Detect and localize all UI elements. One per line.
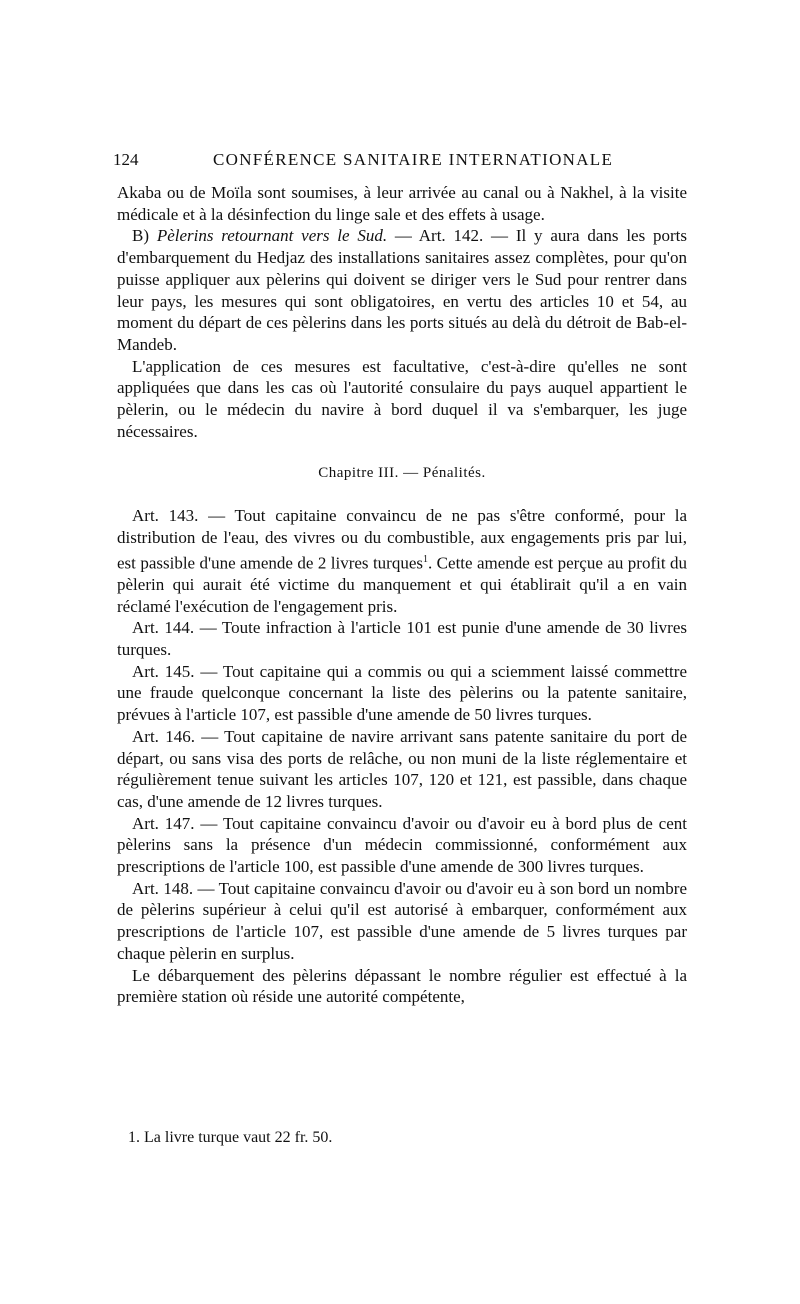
section-marker: B)	[132, 226, 157, 246]
paragraph-art-144: Art. 144. — Toute infraction à l'article 101 est punie d'une amende de 30 livres turques.	[117, 618, 687, 660]
paragraph-debarquement: Le débarquement des pèlerins dépassant le nombre régulier est effectué à la première station où réside une autorité compétente,	[117, 965, 687, 1007]
footnote-marker: 1	[423, 553, 428, 565]
running-title: CONFÉRENCE SANITAIRE INTERNATIONALE	[213, 150, 614, 169]
paragraph-art-146: Art. 146. — Tout capitaine de navire arrivant sans patente sanitaire du port de départ, ou sans visa des ports de relâche, ou non muni de la liste réglementaire et régulièrement tenue suivant les articles 107, 120 et 121, est passible, dans chaque cas, d'une amende de 12 livres turques.	[117, 726, 687, 811]
art-143-text-a: Art. 143. — Tout capitaine convaincu de ne pas s'être conformé, pour la distribution de l'eau, des vivres ou du combustible, aux engagements pris par lui, est passible d'une amende de 2 livres turques	[117, 506, 687, 573]
page-number: 124	[113, 150, 139, 169]
paragraph-art-143	[117, 505, 687, 617]
paragraph-art-147: Art. 147. — Tout capitaine convaincu d'avoir ou d'avoir eu à bord plus de cent pèlerins sans la présence d'un médecin commissionné, conformément aux prescriptions de l'article 100, est passible d'une amende de 300 livres turques.	[117, 813, 687, 877]
paragraph-art-145: Art. 145. — Tout capitaine qui a commis ou qui a sciemment laissé commettre une fraude quelconque concernant la liste des pèlerins ou la patente sanitaire, prévues à l'article 107, est passible d'une amende de 50 livres turques.	[117, 661, 687, 725]
chapter-heading: Chapitre III. — Pénalités.	[318, 465, 486, 482]
page-header	[113, 150, 685, 174]
art-143-text-b: . Cette amende est perçue au profit du pèlerin qui aurait été victime du manquement et qui établirait qu'il a en vain réclamé l'exécution de l'engagement pris.	[117, 553, 687, 616]
paragraph-art-148: Art. 148. — Tout capitaine convaincu d'avoir ou d'avoir eu à son bord un nombre de pèlerins supérieur à celui qu'il est autorisé à embarquer, conformément aux prescriptions de l'article 107, est passible d'une amende de 5 livres turques par chaque pèlerin en surplus.	[117, 878, 687, 963]
paragraph-application: L'application de ces mesures est facultative, c'est-à-dire qu'elles ne sont appliquées que dans les cas où l'autorité consulaire du pays auquel appartient le pèlerin, ou le médecin du navire à bord duquel il va s'embarquer, les juge nécessaires.	[117, 356, 687, 441]
page-body	[117, 182, 687, 1008]
footnote: 1. La livre turque vaut 22 fr. 50.	[128, 1129, 333, 1146]
art-142-text: — Art. 142. — Il y aura dans les ports d'embarquement du Hedjaz des installations sanitaires assez complètes, pour qu'on puisse appliquer aux pèlerins qui doivent se diriger vers le Sud pour rentrer dans leur pays, les mesures qui sont obligatoires, en vertu des articles 10 et 54, au moment du départ de ces pèlerins dans les ports situés au delà du détroit de Bab-el-Mandeb.	[117, 226, 688, 354]
paragraph-continuation: Akaba ou de Moïla sont soumises, à leur arrivée au canal ou à Nakhel, à la visite médicale et à la désinfection du linge sale et des effets à usage.	[117, 183, 687, 224]
paragraph-art-142	[117, 225, 687, 355]
section-heading: Pèlerins retournant vers le Sud.	[156, 226, 388, 246]
